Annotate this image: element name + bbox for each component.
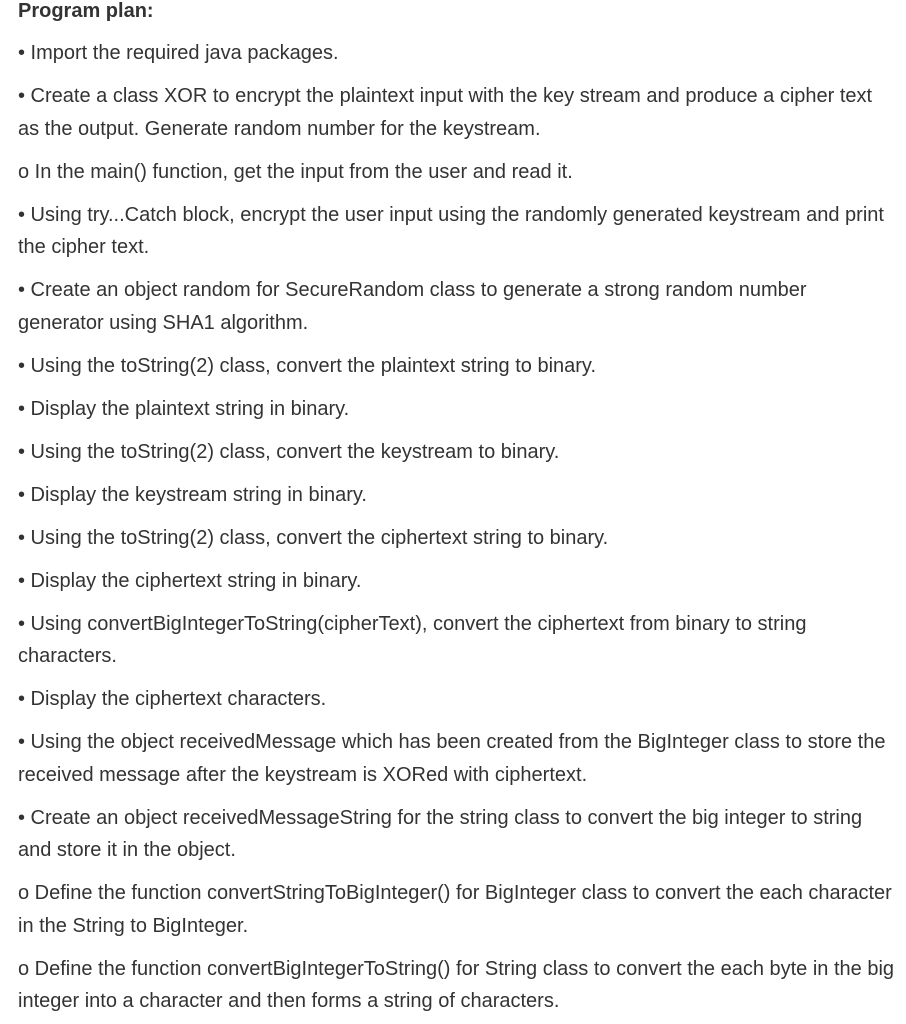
plan-substep: o Define the function convertStringToBigInteger() for BigInteger class to convert the each character in the String to BigInteger. [18, 882, 892, 937]
plan-step: • Display the keystream string in binary. [18, 483, 367, 506]
plan-step: • Import the required java packages. [18, 42, 339, 64]
plan-step: • Create an object receivedMessageString for the string class to convert the big integer to string and store it in the object. [18, 806, 863, 861]
plan-step: • Using the toString(2) class, convert the keystream to binary. [18, 440, 560, 463]
plan-step: • Display the ciphertext characters. [18, 688, 327, 710]
plan-step: • Using convertBigIntegerToString(cipherText), convert the ciphertext from binary to string characters. [18, 612, 807, 667]
plan-step: • Using the toString(2) class, convert the plaintext string to binary. [18, 354, 597, 377]
plan-step: • Using try...Catch block, encrypt the user input using the randomly generated keystream and print the cipher text. [18, 203, 884, 258]
plan-step: • Create an object random for SecureRandom class to generate a strong random number generator using SHA1 algorithm. [18, 279, 807, 334]
document-title: Program plan: [18, 0, 154, 22]
plan-substep: o Define the function convertBigIntegerToString() for String class to convert the each byte in the big integer into a character and then forms a string of characters. [18, 957, 895, 1012]
plan-step: • Display the plaintext string in binary. [18, 397, 350, 420]
plan-substep: o In the main() function, get the input from the user and read it. [18, 160, 573, 183]
plan-step: • Using the object receivedMessage which has been created from the BigInteger class to store the received message after the keystream is XORed with ciphertext. [18, 731, 886, 786]
plan-step: • Using the toString(2) class, convert the ciphertext string to binary. [18, 526, 609, 549]
plan-step: • Create a class XOR to encrypt the plaintext input with the key stream and produce a cipher text as the output. Generate random number for the keystream. [18, 85, 873, 140]
plan-step: • Display the ciphertext string in binary. [18, 569, 362, 592]
